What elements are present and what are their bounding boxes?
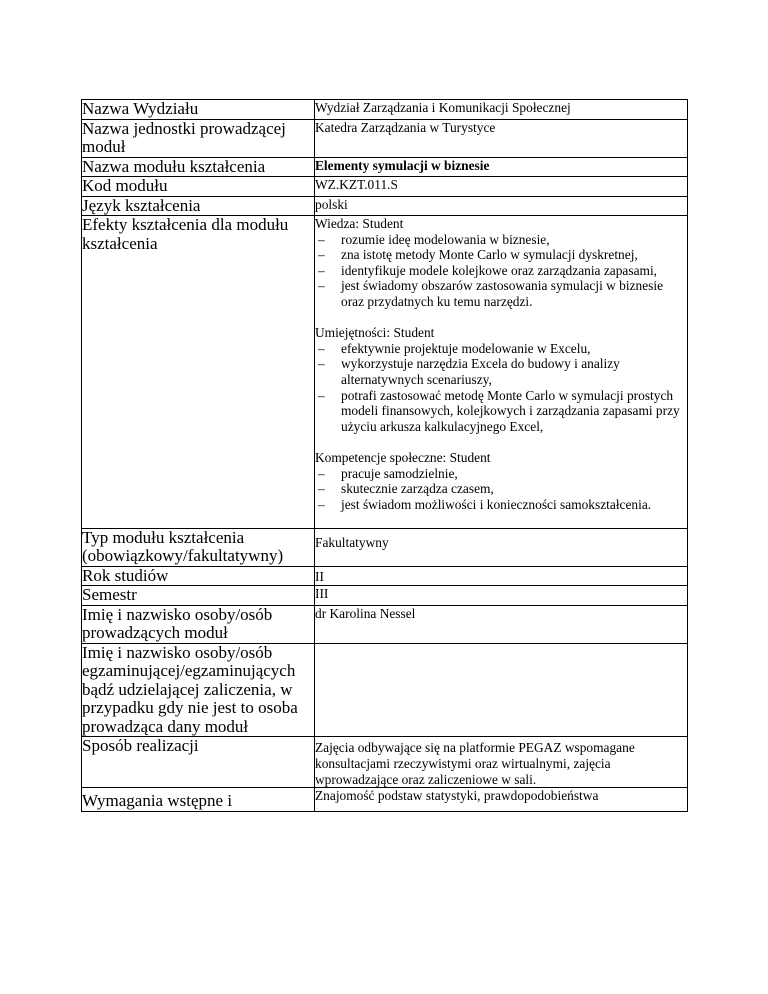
row-value-jednostka: Katedra Zarządzania w Turystyce [315,119,688,157]
row-value-semestr: III [315,586,688,606]
table-row [82,119,688,157]
row-value-sposob: Zajęcia odbywające się na platformie PEGAZ wspomagane konsultacjami rzeczywistymi oraz wirtualnymi, zajęcia wprowadzające oraz zaliczeniowe w sali. [315,737,688,788]
table-row [82,737,688,788]
row-label-kod: Kod modułu [82,177,315,197]
row-label-rok: Rok studiów [82,566,315,586]
wiedza-heading: Wiedza: Student [315,216,404,231]
list-item: – skutecznie zarządza czasem, [315,481,687,497]
module-name: Elementy symulacji w biznesie [315,157,490,173]
kompetencje-heading: Kompetencje społeczne: Student [315,449,491,465]
row-label-jednostka: Nazwa jednostki prowadzącej moduł [82,119,315,157]
table-row [82,788,688,812]
row-label-wymagania: Wymagania wstępne i [82,788,315,812]
module-description-table [81,99,688,812]
row-value-wydzial: Wydział Zarządzania i Komunikacji Społecznej [315,100,688,120]
wiedza-list [315,232,687,310]
row-value-egzaminujacy [315,643,688,737]
umiejetnosci-list [315,341,687,435]
table-row [82,643,688,737]
row-value-typ: Fakultatywny [315,528,688,566]
kompetencje-list [315,466,687,513]
row-value-jezyk: polski [315,196,688,216]
umiejetnosci-heading: Umiejętności: Student [315,325,435,341]
row-label-sposob: Sposób realizacji [82,737,315,788]
list-item: – rozumie ideę modelowania w biznesie, [315,232,687,248]
row-label-modul: Nazwa modułu kształcenia [82,157,315,177]
table-row [82,100,688,120]
list-item: – identyfikuje modele kolejkowe oraz zarządzania zapasami, [315,263,687,279]
list-item: – wykorzystuje narzędzia Excela do budowy i analizy alternatywnych scenariuszy, [315,356,687,387]
table-row [82,216,688,529]
table-row [82,586,688,606]
row-value-prowadzacy: dr Karolina Nessel [315,605,688,643]
list-item: – jest świadomy obszarów zastosowania symulacji w biznesie oraz przydatnych ku temu narzędzi. [315,278,687,309]
row-label-semestr: Semestr [82,586,315,606]
row-value-wymagania: Znajomość podstaw statystyki, prawdopodobieństwa [315,788,688,812]
row-value-rok: II [315,566,688,586]
list-item: – jest świadom możliwości i konieczności samokształcenia. [315,497,687,513]
table-row [82,605,688,643]
table-row [82,157,688,177]
row-label-efekty: Efekty kształcenia dla modułu kształcenia [82,216,315,529]
table-row [82,528,688,566]
table-row [82,177,688,197]
row-label-typ: Typ modułu kształcenia (obowiązkowy/fakultatywny) [82,528,315,566]
row-value-modul [315,157,688,177]
row-label-wydzial: Nazwa Wydziału [82,100,315,120]
list-item: – zna istotę metody Monte Carlo w symulacji dyskretnej, [315,247,687,263]
row-value-efekty [315,216,688,529]
list-item: – efektywnie projektuje modelowanie w Excelu, [315,341,687,357]
table-row [82,196,688,216]
list-item: – potrafi zastosować metodę Monte Carlo w symulacji prostych modeli finansowych, kolejkowych i zarządzania zapasami przy użyciu arkusza kalkulacyjnego Excel, [315,388,687,435]
row-label-prowadzacy: Imię i nazwisko osoby/osób prowadzących moduł [82,605,315,643]
table-row [82,566,688,586]
row-label-egzaminujacy: Imię i nazwisko osoby/osób egzaminującej/egzaminujących bądź udzielającej zaliczenia, w przypadku gdy nie jest to osoba prowadząca dany moduł [82,643,315,737]
row-value-kod: WZ.KZT.011.S [315,177,688,197]
list-item: – pracuje samodzielnie, [315,466,687,482]
row-label-jezyk: Język kształcenia [82,196,315,216]
